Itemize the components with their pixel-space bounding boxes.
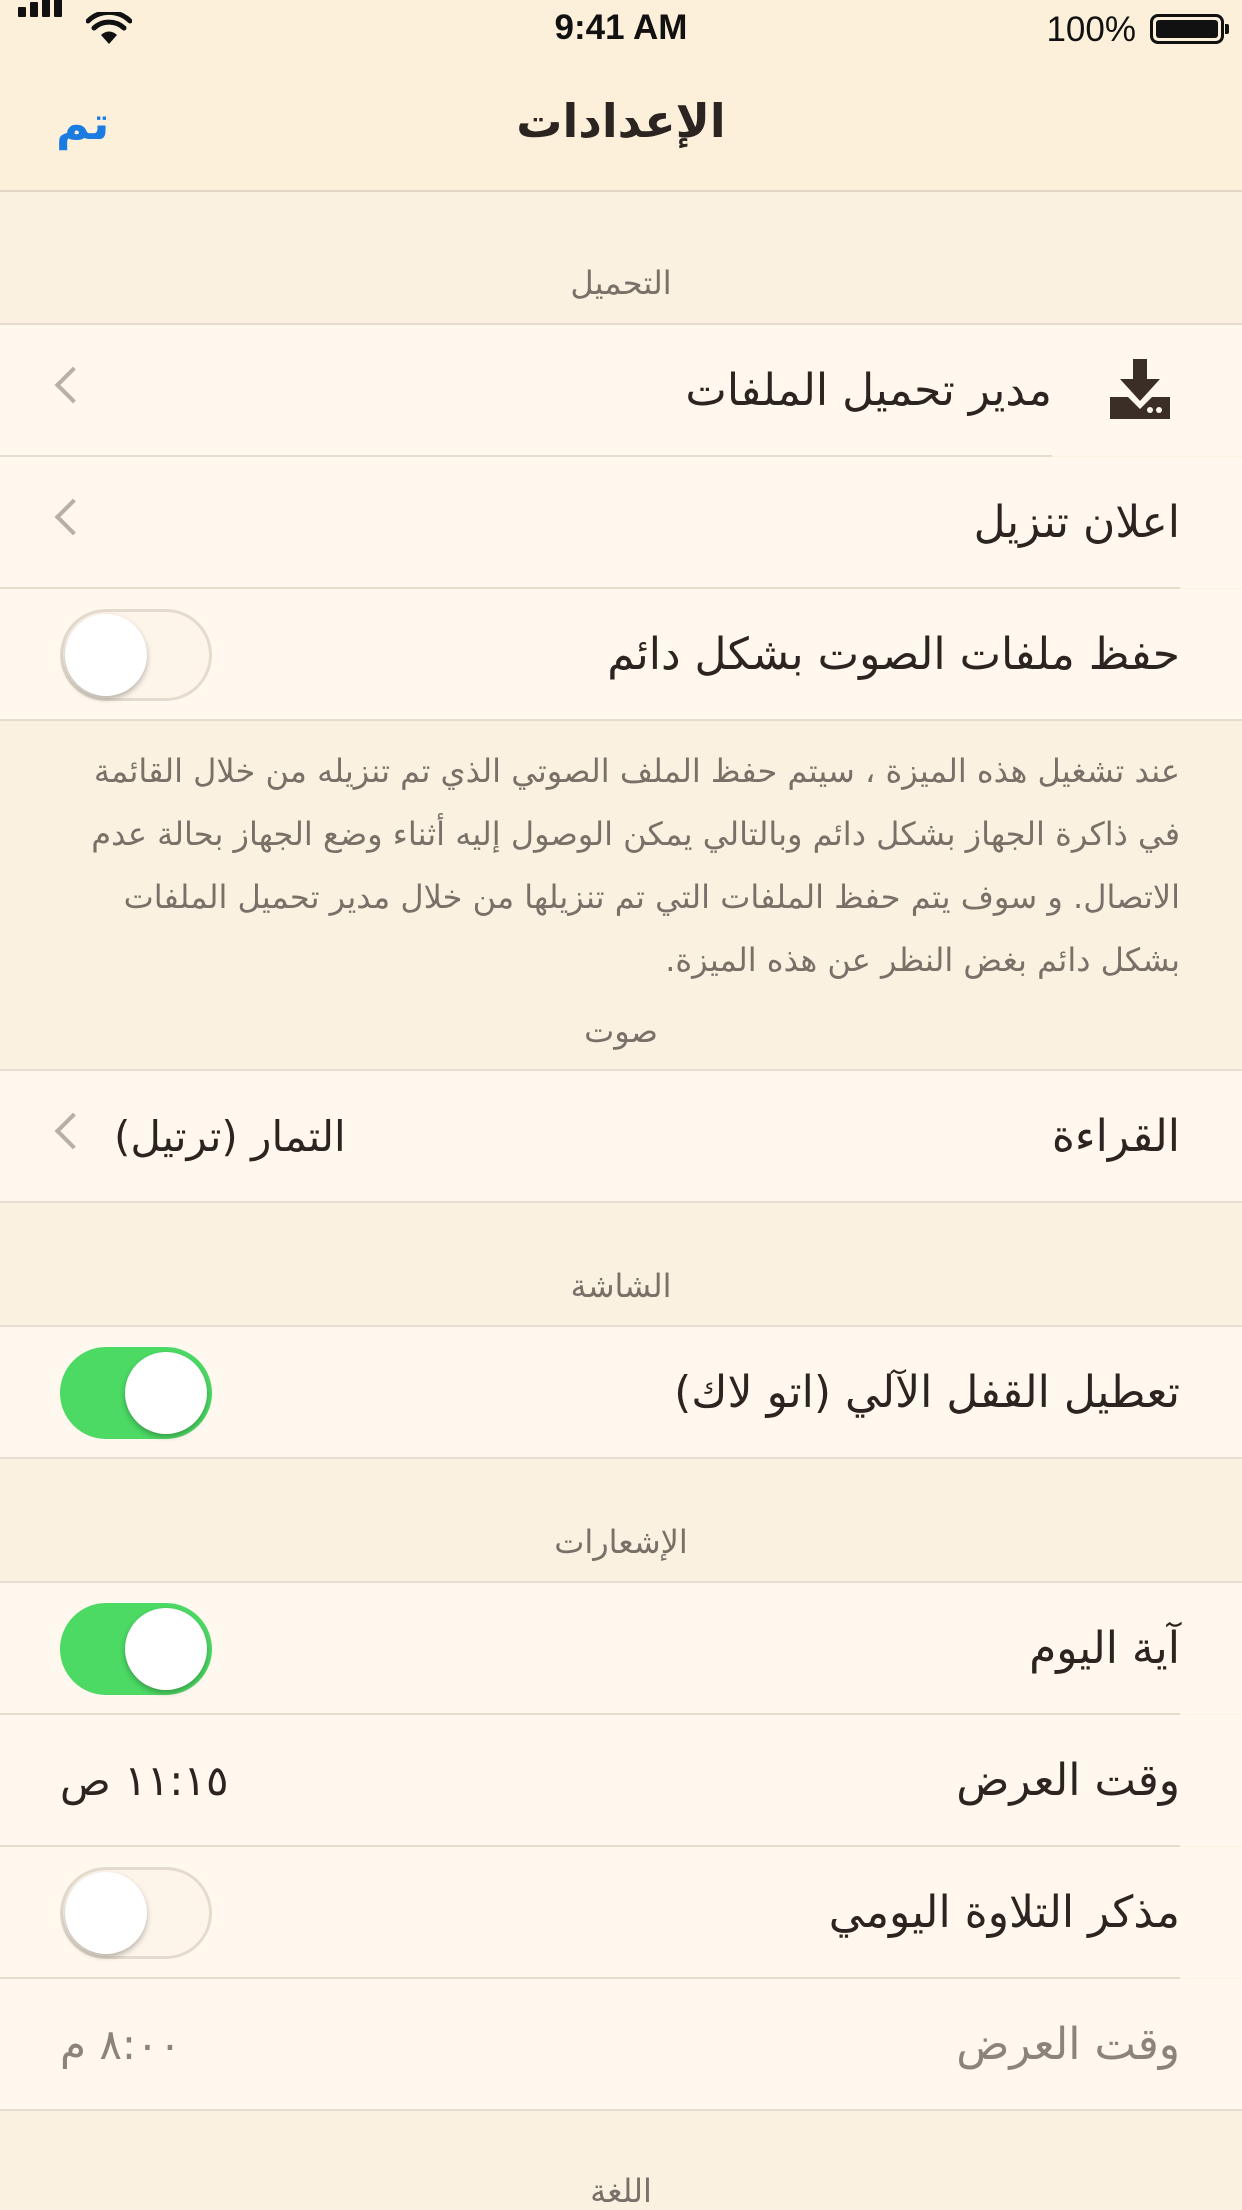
auto-lock-toggle[interactable] [60,1347,212,1439]
divider [0,1457,1242,1459]
download-notice-row[interactable] [0,457,1242,588]
daily-reminder-toggle[interactable] [60,1867,212,1959]
battery-icon [1150,14,1224,44]
save-audio-row [0,589,1242,720]
verse-of-day-label: آية اليوم [1029,1623,1180,1674]
chevron-left-icon [55,367,92,404]
section-header-download: التحميل [570,264,672,302]
reciter-value: التمار (ترتيل) [114,1112,346,1161]
display-time-row[interactable] [0,1715,1242,1846]
reciter-label: القراءة [1051,1111,1180,1162]
daily-reminder-row [0,1847,1242,1978]
status-bar [0,0,1242,60]
download-icon [1106,355,1174,423]
section-header-screen: الشاشة [570,1267,672,1305]
battery-percentage: 100% [1046,10,1136,49]
divider [0,1201,1242,1203]
save-audio-label: حفظ ملفات الصوت بشكل دائم [607,629,1180,680]
reminder-time-label: وقت العرض [956,2019,1180,2070]
chevron-left-icon [55,1113,92,1150]
section-header-notifications: الإشعارات [554,1523,688,1561]
reciter-row[interactable] [0,1071,1242,1202]
auto-lock-label: تعطيل القفل الآلي (اتو لاك) [674,1367,1180,1418]
divider [0,719,1242,721]
divider [0,2109,1242,2111]
section-header-audio: صوت [584,1012,658,1050]
section-header-language: اللغة [590,2172,652,2210]
download-footer-note: عند تشغيل هذه الميزة ، سيتم حفظ الملف الصوتي الذي تم تنزيله من خلال القائمة في ذاكرة الجهاز بشكل دائم وبالتالي يمكن الوصول إليه أثناء وضع الجهاز بحالة عدم الاتصال. و سوف يتم حفظ الملفات التي تم تنزيلها من خلال مدير تحميل الملفات بشكل دائم بغض النظر عن هذه الميزة. [91,752,1180,979]
reminder-time-value: ٨:٠٠ م [60,2020,182,2069]
reminder-time-row [0,1979,1242,2110]
download-notice-label: اعلان تنزيل [973,497,1180,548]
page-title: الإعدادات [516,94,726,148]
download-manager-row[interactable] [0,325,1242,456]
display-time-value: ١١:١٥ ص [60,1756,229,1805]
download-manager-label: مدير تحميل الملفات [685,365,1052,416]
verse-of-day-row [0,1583,1242,1714]
verse-of-day-toggle[interactable] [60,1603,212,1695]
display-time-label: وقت العرض [956,1755,1180,1806]
daily-reminder-label: مذكر التلاوة اليومي [828,1887,1180,1938]
status-time: 9:41 AM [554,8,688,47]
chevron-left-icon [55,499,92,536]
auto-lock-row [0,1327,1242,1458]
done-button[interactable]: تم [56,96,110,150]
navigation-bar [0,60,1242,192]
save-audio-toggle[interactable] [60,609,212,701]
